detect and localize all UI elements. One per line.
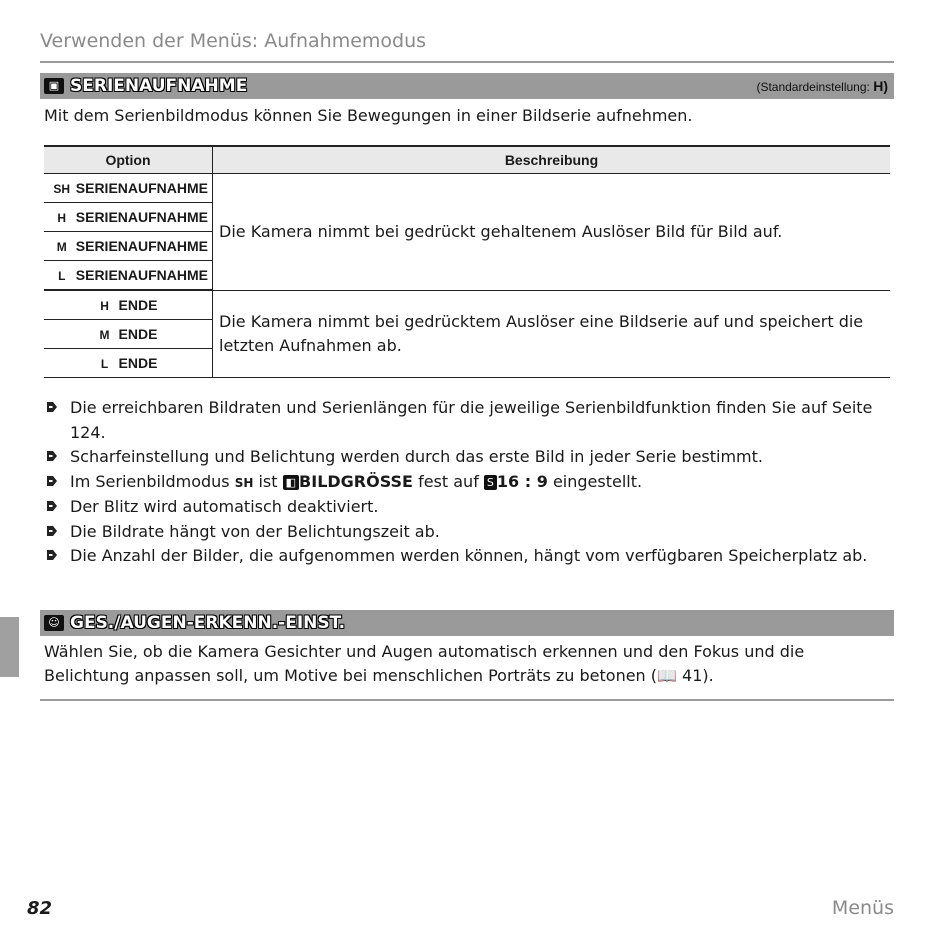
face-detect-icon: ☺: [44, 615, 64, 631]
burst-mode-icon: SH: [53, 182, 71, 196]
note-text: ist: [258, 471, 278, 491]
end-burst-icon: H: [100, 299, 109, 313]
note-text: Die Anzahl der Bilder, die aufgenommen werden können, hängt vom verfügbaren Speicherplatz ab.: [70, 546, 868, 565]
note-bullet-icon: [46, 450, 58, 462]
option-label: SERIENAUFNAHME: [75, 238, 208, 254]
book-ref-icon: 📖: [657, 666, 677, 685]
options-table: [44, 145, 890, 378]
note-bullet-icon: [46, 401, 58, 413]
intro-text-end: ).: [702, 666, 714, 685]
section-title-text: SERIENAUFNAHME: [70, 76, 248, 96]
column-header-option: Option: [44, 146, 213, 174]
end-burst-icon: M: [99, 328, 110, 342]
burst-mode-icon: L: [58, 269, 66, 283]
note-text: Der Blitz wird automatisch deaktiviert.: [70, 497, 379, 516]
table-header-row: [44, 146, 890, 174]
default-setting-value: H): [873, 78, 888, 94]
notes-list: [44, 396, 894, 569]
note-text: Die Bildrate hängt von der Belichtungszeit ab.: [70, 521, 440, 541]
size-s-icon: S: [484, 475, 497, 490]
image-size-menu-icon: ◧: [283, 475, 299, 490]
header-divider: [40, 61, 894, 63]
note-text: Im Serienbildmodus: [70, 471, 230, 491]
option-label: ENDE: [118, 326, 158, 342]
note-text: Die erreichbaren Bildraten und Serienlängen für die jeweilige Serienbildfunktion finden Sie auf Seite 124.: [70, 398, 873, 442]
section-intro: [44, 640, 894, 688]
list-item: [44, 445, 894, 470]
description-cell: Die Kamera nimmt bei gedrücktem Auslöser eine Bildserie auf und speichert die letzten Aufnahmen ab.: [213, 290, 891, 378]
burst-sh-icon: SH: [234, 475, 254, 490]
option-label: SERIENAUFNAHME: [75, 267, 208, 283]
aspect-ratio-value: 16 : 9: [496, 471, 548, 491]
option-cell: [44, 203, 213, 232]
option-label: SERIENAUFNAHME: [75, 180, 208, 196]
section-title-text: GES./AUGEN-ERKENN.-EINST.: [70, 613, 346, 633]
chapter-tab: [0, 617, 19, 677]
page-header-title: Verwenden der Menüs: Aufnahmemodus: [40, 30, 427, 52]
page-reference[interactable]: 41: [682, 666, 703, 685]
section-title: [44, 76, 247, 96]
option-label: ENDE: [118, 355, 158, 371]
camera-menu-icon: ▣: [44, 78, 64, 94]
note-bullet-icon: [46, 475, 58, 487]
note-bullet-icon: [46, 549, 58, 561]
option-cell: [44, 174, 213, 203]
note-bullet-icon: [46, 500, 58, 512]
section-bar-face-detection: [40, 610, 894, 636]
list-item: [44, 495, 894, 520]
intro-text: Wählen Sie, ob die Kamera Gesichter und Augen automatisch erkennen und den Fokus und die Belichtung anpassen soll, um Motive bei menschlichen Porträts zu betonen (: [44, 642, 805, 685]
burst-mode-icon: H: [57, 211, 67, 225]
menu-item-name: BILDGRÖSSE: [299, 471, 413, 491]
page-number: 82: [27, 898, 53, 919]
note-text: fest auf: [418, 471, 479, 491]
column-header-description: Beschreibung: [213, 146, 891, 174]
section-intro: Mit dem Serienbildmodus können Sie Bewegungen in einer Bildserie aufnehmen.: [44, 106, 693, 125]
option-cell: [44, 261, 213, 291]
list-item: [44, 520, 894, 545]
end-burst-icon: L: [100, 357, 109, 371]
option-cell: [44, 320, 213, 349]
option-label: SERIENAUFNAHME: [75, 209, 208, 225]
default-setting-label: (Standardeinstellung:: [756, 80, 870, 94]
option-cell: [44, 232, 213, 261]
list-item: [44, 396, 894, 445]
burst-mode-icon: M: [56, 240, 67, 254]
table-row: [44, 290, 890, 320]
description-cell: Die Kamera nimmt bei gedrückt gehaltenem Auslöser Bild für Bild auf.: [213, 174, 891, 291]
section-title: [44, 613, 345, 633]
list-item: [44, 470, 894, 496]
section-bar-serienaufnahme: [40, 73, 894, 99]
footer-section-name: Menüs: [831, 897, 894, 919]
option-cell: [44, 290, 213, 320]
default-setting: [756, 78, 888, 94]
note-bullet-icon: [46, 525, 58, 537]
list-item: [44, 544, 894, 569]
note-text: Scharfeinstellung und Belichtung werden durch das erste Bild in jeder Serie bestimmt.: [70, 447, 763, 466]
option-cell: [44, 349, 213, 378]
footer-divider: [40, 699, 894, 701]
table-row: [44, 174, 890, 203]
option-label: ENDE: [118, 297, 158, 313]
note-text: eingestellt.: [552, 471, 643, 491]
